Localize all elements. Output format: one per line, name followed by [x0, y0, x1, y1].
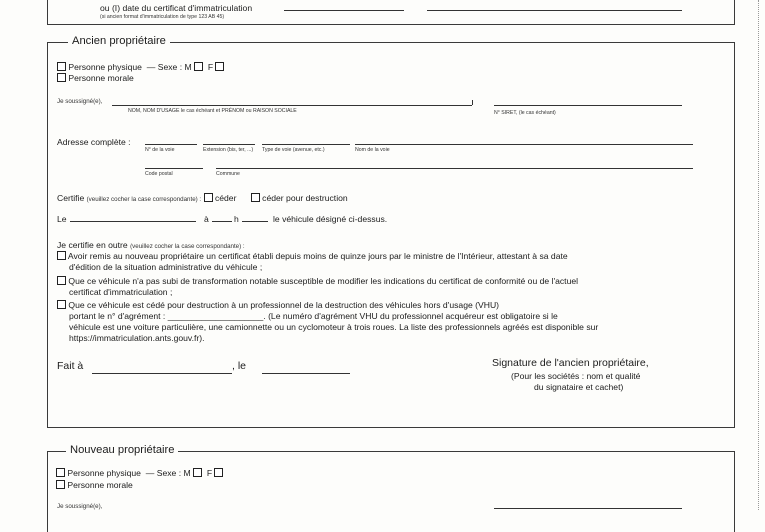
ancien-signature-title: Signature de l'ancien propriétaire,: [492, 357, 649, 369]
ancien-option3-line2: portant le n° d'agrément : ____________________. (Le numéro d'agrément VHU du professionnel acquéreur est obligatoire si le: [69, 311, 558, 321]
ancien-certifie-outre-note: (veuillez cocher la case correspondante) :: [130, 243, 245, 250]
nouveau-personne-physique-checkbox[interactable]: [56, 468, 65, 477]
ancien-fait-date-field[interactable]: [262, 373, 350, 374]
ancien-ceder-checkbox[interactable]: [204, 193, 213, 202]
ancien-personne-morale-checkbox[interactable]: [57, 73, 66, 82]
ancien-extension-caption: Extension (bis, ter, ...): [203, 147, 254, 153]
ancien-option3-line4: https://immatriculation.ants.gouv.fr).: [69, 333, 205, 343]
ancien-option1-checkbox[interactable]: [57, 251, 66, 260]
cert-date-line-right[interactable]: [427, 10, 682, 11]
ancien-extension-field[interactable]: [203, 144, 255, 145]
ancien-option3-checkbox[interactable]: [57, 300, 66, 309]
ancien-option3-line1: Que ce véhicule est cédé pour destruction à un professionnel de la destruction des véhicules hors d'usage (VHU): [68, 300, 500, 310]
ancien-a-label: à: [204, 214, 209, 224]
ancien-sexe-label: — Sexe : M: [146, 62, 192, 72]
ancien-personne-morale-label: Personne morale: [68, 73, 134, 83]
ancien-nom-field[interactable]: [112, 105, 472, 106]
ancien-le-label: , le: [232, 360, 247, 372]
ancien-option2: [57, 276, 578, 298]
ancien-fait-a-label: Fait à: [57, 360, 84, 372]
ancien-signature-area[interactable]: [490, 395, 690, 421]
ancien-option3-line3: véhicule est une voiture particulière, une camionnette ou un cyclomoteur à trois roues. La liste des professionnels agréés est disponible sur: [69, 322, 599, 332]
ancien-num-voie-field[interactable]: [145, 144, 197, 145]
ancien-certifie-row: [57, 193, 348, 203]
ancien-code-postal-field[interactable]: [145, 168, 203, 169]
ancien-commune-caption: Commune: [216, 171, 240, 177]
ancien-personne-physique-label: Personne physique: [68, 62, 142, 72]
ancien-certifie-label: Certifie: [57, 193, 85, 203]
ancien-minute-field[interactable]: [242, 221, 268, 222]
nouveau-siret-field[interactable]: [494, 508, 682, 509]
ancien-sexe-f-label: F: [207, 62, 214, 72]
ancien-option2-checkbox[interactable]: [57, 276, 66, 285]
ancien-siret-caption: N° SIRET, (le cas échéant): [494, 110, 556, 116]
ancien-personne-morale-row: [57, 73, 134, 83]
ancien-ceder-label: céder: [214, 193, 237, 203]
ancien-personne-physique-row: [57, 62, 224, 72]
ancien-certifie-note: (veuillez cocher la case correspondante) :: [86, 196, 202, 203]
ancien-option1-line1: Avoir remis au nouveau propriétaire un certificat établi depuis moins de quinze jours par le ministre de l'Intérieur, attestant à sa date: [67, 251, 568, 261]
nouveau-personne-physique-row: [56, 468, 223, 478]
nouveau-personne-physique-label: Personne physique: [67, 468, 141, 478]
ancien-nom-voie-caption: Nom de la voie: [355, 147, 390, 153]
ancien-fait-a-field[interactable]: [92, 373, 232, 374]
ancien-h-label: h: [234, 214, 239, 224]
ancien-option2-line2: certificat d'immatriculation ;: [69, 287, 173, 297]
nouveau-sexe-label: — Sexe : M: [145, 468, 191, 478]
nouveau-soussigne-label: Je soussigné(e),: [57, 503, 103, 510]
ancien-soussigne-label: Je soussigné(e),: [57, 98, 103, 105]
cert-date-line: ou (I) date du certificat d'immatriculation: [100, 3, 253, 13]
ancien-sexe-f-checkbox[interactable]: [215, 62, 224, 71]
ancien-adresse-label: Adresse complète :: [57, 137, 131, 147]
ancien-commune-field[interactable]: [216, 168, 693, 169]
ancien-option1: [57, 251, 568, 273]
cert-date-boxes[interactable]: [284, 2, 404, 11]
ancien-nom-field-end: [472, 100, 473, 105]
old-format-note: (si ancien format d'immatriculation de type 123 AB 45): [100, 14, 225, 20]
ancien-option1-line2: d'édition de la situation administrative du véhicule ;: [69, 262, 263, 272]
ancien-option3: [57, 300, 598, 344]
ancien-certifie-outre-label: Je certifie en outre: [57, 240, 128, 250]
ancien-sexe-m-checkbox[interactable]: [194, 62, 203, 71]
nouveau-proprietaire-frame: [47, 451, 735, 532]
ancien-type-voie-caption: Type de voie (avenue, etc.): [262, 147, 325, 153]
nouveau-personne-morale-row: [56, 480, 133, 490]
ancien-certifie-outre-row: [57, 240, 245, 250]
ancien-date-field[interactable]: [70, 221, 196, 222]
ancien-signature-note1: (Pour les sociétés : nom et qualité: [511, 371, 641, 381]
nouveau-personne-morale-label: Personne morale: [67, 480, 133, 490]
ancien-type-voie-field[interactable]: [262, 144, 350, 145]
ancien-nom-caption: NOM, NOM D'USAGE le cas échéant et PRÉNOM ou RAISON SOCIALE: [128, 108, 297, 114]
ancien-le-prefix: Le: [57, 214, 67, 224]
ancien-nom-voie-field[interactable]: [355, 144, 693, 145]
nouveau-personne-morale-checkbox[interactable]: [56, 480, 65, 489]
ancien-ceder-destruction-checkbox[interactable]: [251, 193, 260, 202]
ancien-num-voie-caption: N° de la voie: [145, 147, 175, 153]
ancien-option2-line1: Que ce véhicule n'a pas subi de transformation notable susceptible de modifier les indications du certificat de conformité ou de l'actuel: [68, 276, 579, 286]
ancien-hour-field[interactable]: [212, 221, 232, 222]
ancien-le-suffix: le véhicule désigné ci-dessus.: [273, 214, 388, 224]
nouveau-sexe-m-checkbox[interactable]: [193, 468, 202, 477]
nouveau-sexe-f-label: F: [206, 468, 213, 478]
scan-edge: [758, 0, 759, 510]
ancien-title: Ancien propriétaire: [68, 35, 170, 47]
ancien-personne-physique-checkbox[interactable]: [57, 62, 66, 71]
ancien-siret-field[interactable]: [494, 105, 682, 106]
nouveau-sexe-f-checkbox[interactable]: [214, 468, 223, 477]
ancien-signature-note2: du signataire et cachet): [534, 382, 624, 392]
ancien-ceder-destruction-label: céder pour destruction: [262, 193, 348, 203]
nouveau-title: Nouveau propriétaire: [66, 444, 178, 456]
ancien-code-postal-caption: Code postal: [145, 171, 173, 177]
